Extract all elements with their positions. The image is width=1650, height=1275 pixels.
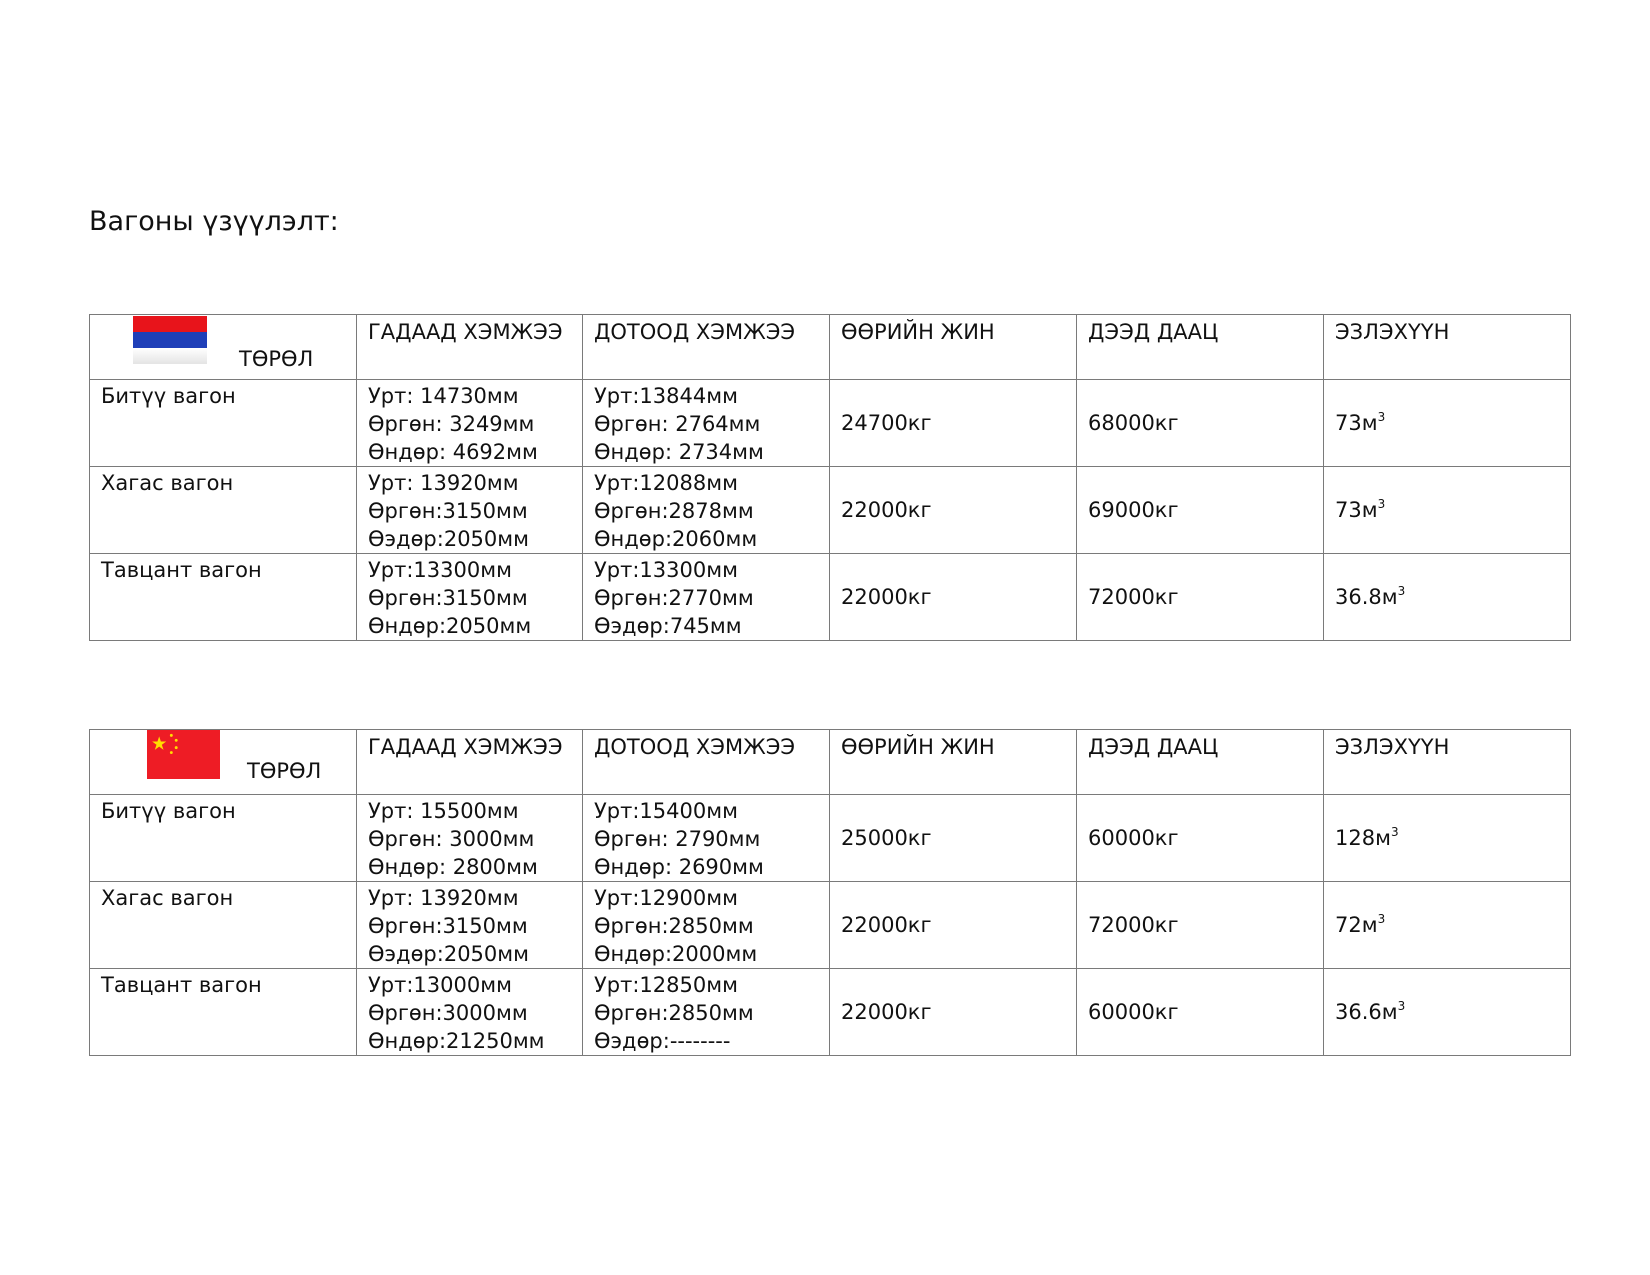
own-weight-cell: 22000кг <box>830 467 1077 554</box>
inner-size-cell: Урт:12850мм Өргөн:2850мм Өэдөр:-------- <box>583 969 830 1056</box>
volume-header: ЭЗЛЭХҮҮН <box>1324 315 1571 380</box>
wagon-type-cell: Хагас вагон <box>90 882 357 969</box>
own-weight-header: ӨӨРИЙН ЖИН <box>830 730 1077 795</box>
table-row <box>90 467 1571 554</box>
wagon-type-cell: Битүү вагон <box>90 380 357 467</box>
wagon-table-russia <box>89 314 1571 641</box>
max-capacity-cell: 69000кг <box>1077 467 1324 554</box>
outer-size-cell: Урт: 13920мм Өргөн:3150мм Өэдөр:2050мм <box>357 882 583 969</box>
volume-cell: $73м^3$ <box>1324 467 1571 554</box>
inner-size-cell: Урт:15400мм Өргөн: 2790мм Өндөр: 2690мм <box>583 795 830 882</box>
type-header-label: ТӨРӨЛ <box>247 759 322 783</box>
inner-size-cell: Урт:12900мм Өргөн:2850мм Өндөр:2000мм <box>583 882 830 969</box>
own-weight-cell: 24700кг <box>830 380 1077 467</box>
table-header-row <box>90 315 1571 380</box>
outer-size-header: ГАДААД ХЭМЖЭЭ <box>357 730 583 795</box>
max-capacity-cell: 60000кг <box>1077 795 1324 882</box>
volume-cell: $73м^3$ <box>1324 380 1571 467</box>
china-flag-icon <box>147 730 220 779</box>
wagon-type-cell: Битүү вагон <box>90 795 357 882</box>
type-header-cell <box>90 315 357 380</box>
max-capacity-cell: 60000кг <box>1077 969 1324 1056</box>
volume-cell: $36.8м^3$ <box>1324 554 1571 641</box>
max-capacity-header: ДЭЭД ДААЦ <box>1077 730 1324 795</box>
volume-cell: $36.6м^3$ <box>1324 969 1571 1056</box>
outer-size-cell: Урт:13300мм Өргөн:3150мм Өндөр:2050мм <box>357 554 583 641</box>
own-weight-cell: 22000кг <box>830 554 1077 641</box>
own-weight-header: ӨӨРИЙН ЖИН <box>830 315 1077 380</box>
table-row <box>90 554 1571 641</box>
max-capacity-cell: 72000кг <box>1077 554 1324 641</box>
outer-size-cell: Урт: 14730мм Өргөн: 3249мм Өндөр: 4692мм <box>357 380 583 467</box>
outer-size-cell: Урт: 15500мм Өргөн: 3000мм Өндөр: 2800мм <box>357 795 583 882</box>
type-header-cell <box>90 730 357 795</box>
inner-size-cell: Урт:13844мм Өргөн: 2764мм Өндөр: 2734мм <box>583 380 830 467</box>
table-row <box>90 969 1571 1056</box>
volume-cell: $128м^3$ <box>1324 795 1571 882</box>
outer-size-cell: Урт:13000мм Өргөн:3000мм Өндөр:21250мм <box>357 969 583 1056</box>
volume-header: ЭЗЛЭХҮҮН <box>1324 730 1571 795</box>
inner-size-cell: Урт:12088мм Өргөн:2878мм Өндөр:2060мм <box>583 467 830 554</box>
own-weight-cell: 25000кг <box>830 795 1077 882</box>
table-header-row <box>90 730 1571 795</box>
volume-cell: $72м^3$ <box>1324 882 1571 969</box>
max-capacity-header: ДЭЭД ДААЦ <box>1077 315 1324 380</box>
wagon-table-china <box>89 729 1571 1056</box>
max-capacity-cell: 68000кг <box>1077 380 1324 467</box>
page-title: Вагоны үзүүлэлт: <box>89 206 339 237</box>
own-weight-cell: 22000кг <box>830 969 1077 1056</box>
russia-flag-icon <box>133 316 207 364</box>
table-row <box>90 380 1571 467</box>
inner-size-cell: Урт:13300мм Өргөн:2770мм Өэдөр:745мм <box>583 554 830 641</box>
inner-size-header: ДОТООД ХЭМЖЭЭ <box>583 315 830 380</box>
table-row <box>90 795 1571 882</box>
max-capacity-cell: 72000кг <box>1077 882 1324 969</box>
outer-size-cell: Урт: 13920мм Өргөн:3150мм Өэдөр:2050мм <box>357 467 583 554</box>
wagon-type-cell: Тавцант вагон <box>90 554 357 641</box>
wagon-type-cell: Хагас вагон <box>90 467 357 554</box>
own-weight-cell: 22000кг <box>830 882 1077 969</box>
inner-size-header: ДОТООД ХЭМЖЭЭ <box>583 730 830 795</box>
wagon-type-cell: Тавцант вагон <box>90 969 357 1056</box>
outer-size-header: ГАДААД ХЭМЖЭЭ <box>357 315 583 380</box>
table-row <box>90 882 1571 969</box>
type-header-label: ТӨРӨЛ <box>239 347 314 371</box>
